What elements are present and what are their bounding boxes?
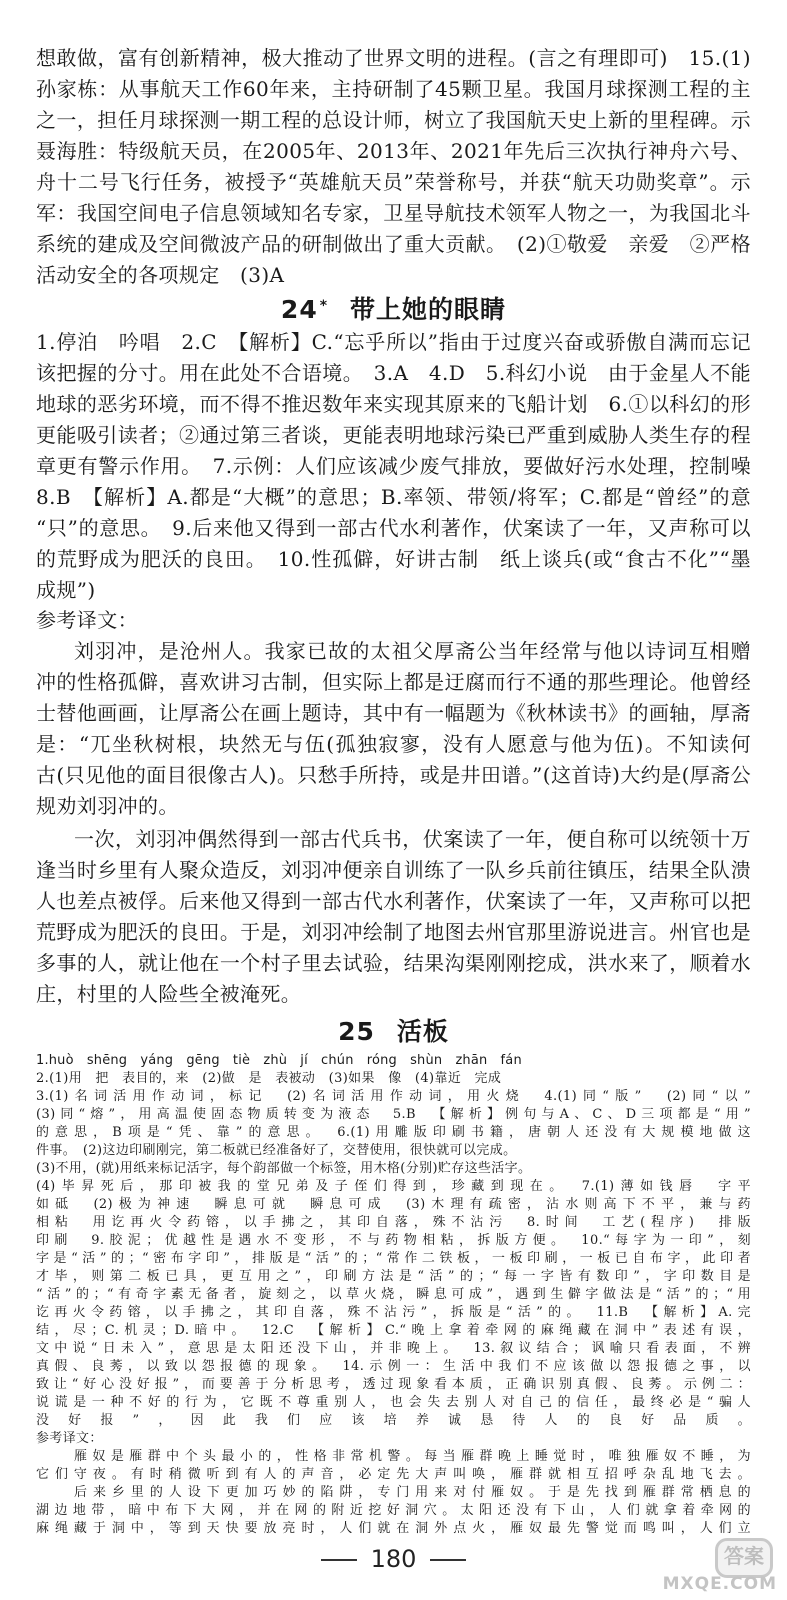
translation-label: 参考译文： (36, 1431, 103, 1446)
text-line: 庄，村里的人险些全被淹死。 (36, 982, 302, 1006)
text-line: 之一，担任月球探测一期工程的总设计师，树立了我国航天史上新的里程碑。示 (36, 108, 751, 132)
section-heading-24 (0, 294, 787, 326)
text-line: 结，尽；C.机灵；D.暗中。 12.C 【解析】C.“晚上拿着牵网的麻绳藏在洞中”表述有误， (36, 1323, 751, 1338)
text-line: 才毕，则第二板已具，更互用之”，印刷方法是“活”的；“每一字皆有数印”，字印数目是 (36, 1269, 751, 1284)
text-line: 真假、良莠，以致以怨报德的现象。 14.示例一：生活中我们不应该做以怨报德之事，以 (36, 1359, 751, 1374)
text-line: 人也差点被俘。后来他又得到一部古代水利著作，伏案读了一年，又声称可以把 (36, 889, 751, 913)
text-line: 湖边地带，暗中布下大网，并在网的附近挖好洞穴。太阳还没有下山，人们就拿着牵网的 (36, 1503, 751, 1518)
text-line: 刘羽冲，是沧州人。我家已故的太祖父厚斋公当年经常与他以诗词互相赠 (74, 639, 751, 663)
text-line: (3)不用，(就)用纸来标记活字，每个韵部做一个标签，用木格(分别)贮存这些活字。 (36, 1161, 532, 1176)
section-number: 25 (338, 1017, 375, 1046)
text-line: 后来乡里的人设下更加巧妙的陷阱，专门用来对付雁奴。于是先找到雁群常栖息的 (74, 1485, 751, 1500)
text-line: 件事。 (2)这边印刷刚完，第二板就已经准备好了，交替使用，很快就可以完成。 (36, 1143, 517, 1158)
text-line: 荒野成为肥沃的良田。于是，刘羽冲绘制了地图去州官那里游说进言。州官也是 (36, 920, 751, 944)
text-line: 古(只见他的面目很像古人)。只愁手所持，或是井田谱。”(这首诗)大约是(厚斋公 (36, 763, 751, 787)
text-line: 舟十二号飞行任务，被授予“英雄航天员”荣誉称号，并获“航天功勋奖章”。示 (36, 170, 751, 194)
text-line: 规劝刘羽冲的。 (36, 794, 179, 818)
text-line: 的荒野成为肥沃的良田。 10.性孤僻，好讲古制 纸上谈兵(或“食古不化”“墨 (36, 547, 751, 571)
text-line: 地球的恶劣环境，而不得不推迟数年来实现其原来的飞船计划 6.①以科幻的形 (36, 392, 751, 416)
text-line: 2.(1)用 把 表目的，来 (2)做 是 表被动 (3)如果 像 (4)靠近 完成 (36, 1071, 502, 1086)
text-line: 相粘 用讫再火令药镕，以手拂之，其印自落，殊不沾污 8.时间 工艺(程序) 排版 (36, 1215, 751, 1230)
text-line: 8.B 【解析】A.都是“大概”的意思；B.率领、带领/将军；C.都是“曾经”的意 (36, 485, 751, 509)
text-line: 聂海胜：特级航天员，在2005年、2013年、2021年先后三次执行神舟六号、 (36, 139, 751, 163)
text-line: 活动安全的各项规定 (3)A (36, 263, 285, 287)
section-heading-25 (0, 1016, 787, 1048)
pinyin-line: 1.huò shēng yáng gēng tiè zhù jí chún róng shùn zhān fán (36, 1053, 522, 1068)
translation-label: 参考译文： (36, 608, 138, 632)
text-line: 的意思，B项是“凭、靠”的意思。 6.(1)用雕版印刷书籍，唐朝人还没有大规模地做这 (36, 1125, 751, 1140)
text-line: (3)同“熔”，用高温使固态物质转变为液态 5.B 【解析】例句与A、C、D三项都是“用” (36, 1107, 751, 1122)
divider (430, 1559, 466, 1561)
section-number: 24 * (280, 295, 329, 324)
text-line: “只”的意思。 9.后来他又得到一部古代水利著作，伏案读了一年，又声称可以 (36, 516, 751, 540)
text-line: 字是“活”的；“密布字印”，排版是“活”的；“常作二铁板，一板印刷，一板已自布字，此印者 (36, 1251, 751, 1266)
text-line: 1.停泊 吟唱 2.C 【解析】C.“忘乎所以”指由于过度兴奋或骄傲自满而忘记 (36, 330, 751, 354)
text-line: 说谎是一种不好的行为，它既不尊重别人，也会失去别人对自己的信任，最终必是“骗人 (36, 1395, 751, 1410)
text-line: 孙家栋：从事航天工作60年来，主持研制了45颗卫星。我国月球探测工程的主 (36, 77, 751, 101)
text-line: (4)毕昇死后，那印被我的堂兄弟及子侄们得到，珍藏到现在。 7.(1)薄如钱唇 字平 (36, 1179, 751, 1194)
text-line: 想敢做，富有创新精神，极大推动了世界文明的进程。(言之有理即可) 15.(1) (36, 46, 751, 70)
text-line: 一次，刘羽冲偶然得到一部古代兵书，伏案读了一年，便自称可以统领十万 (74, 827, 751, 851)
text-line: 没好报”，因此我们应该培养诚恳待人的良好品质。 (36, 1413, 751, 1428)
text-line: 冲的性格孤僻，喜欢讲习古制，但实际上都是迂腐而行不通的那些理论。他曾经 (36, 670, 751, 694)
text-line: 该把握的分寸。用在此处不合语境。 3.A 4.D 5.科幻小说 由于金星人不能 (36, 361, 751, 385)
text-line: 麻绳藏于洞中，等到天快要放亮时，人们就在洞外点火，雁奴最先警觉而鸣叫，人们立 (36, 1521, 751, 1536)
text-line: 军：我国空间电子信息领域知名专家，卫星导航技术领军人物之一，为我国北斗 (36, 201, 751, 225)
text-line: 雁奴是雁群中个头最小的，性格非常机警。每当雁群晚上睡觉时，唯独雁奴不睡，为 (74, 1449, 751, 1464)
text-line: 它们守夜。有时稍微听到有人的声音，必定先大声叫唤，雁群就相互招呼杂乱地飞去。 (36, 1467, 751, 1482)
watermark-badge: 答案 (715, 1538, 773, 1578)
text-line: 文中说“日未入”，意思是太阳还没下山，并非晚上。 13.叙议结合；讽喻只看表面，不辨 (36, 1341, 751, 1356)
page-number: 180 (0, 1545, 787, 1573)
section-title: 带上她的眼睛 (350, 295, 507, 324)
text-line: 多事的人，就让他在一个村子里去试验，结果沟渠刚刚挖成，洪水来了，顺着水 (36, 951, 751, 975)
text-line: 如砥 (2)极为神速 瞬息可就 瞬息可成 (3)木理有疏密，沾水则高下不平，兼与药 (36, 1197, 751, 1212)
text-line: 3.(1)名词活用作动词，标记 (2)名词活用作动词，用火烧 4.(1)同“版” (2)同“以” (36, 1089, 751, 1104)
text-line: 士替他画画，让厚斋公在画上题诗，其中有一幅题为《秋林读书》的画轴，厚斋 (36, 701, 751, 725)
text-line: “活”的；“有奇字素无备者，旋刻之，以草火烧，瞬息可成”，遇到生僻字做法是“活”的；“用 (36, 1287, 751, 1302)
text-line: 是：“兀坐秋树根，块然无与伍(孤独寂寥，没有人愿意与他为伍)。不知读何 (36, 732, 751, 756)
text-line: 更能吸引读者；②通过第三者谈，更能表明地球污染已严重到威胁人类生存的程 (36, 423, 751, 447)
text-line: 致让“好心没好报”，而要善于分析思考，透过现象看本质，正确识别真假、良莠。示例二： (36, 1377, 751, 1392)
text-line: 讫再火令药镕，以手拂之，其印自落，殊不沾污”，拆版是“活”的。 11.B 【解析】A.完 (36, 1305, 751, 1320)
watermark-logo (639, 1538, 777, 1596)
text-line: 成规”) (36, 578, 96, 602)
text-line: 章更有警示作用。 7.示例：人们应该减少废气排放，要做好污水处理，控制噪 (36, 454, 751, 478)
text-line: 系统的建成及空间微波产品的研制做出了重大贡献。 (2)①敬爱 亲爱 ②严格 (36, 232, 751, 256)
watermark-text: MXQE.COM (662, 1574, 777, 1594)
divider (321, 1559, 357, 1561)
text-line: 印刷 9.胶泥；优越性是遇水不变形，不与药物相粘，拆版方便。 10.“每字为一印”，刻 (36, 1233, 751, 1248)
text-line: 逢当时乡里有人聚众造反，刘羽冲便亲自训练了一队乡兵前往镇压，结果全队溃 (36, 858, 751, 882)
section-title: 活板 (396, 1017, 449, 1046)
